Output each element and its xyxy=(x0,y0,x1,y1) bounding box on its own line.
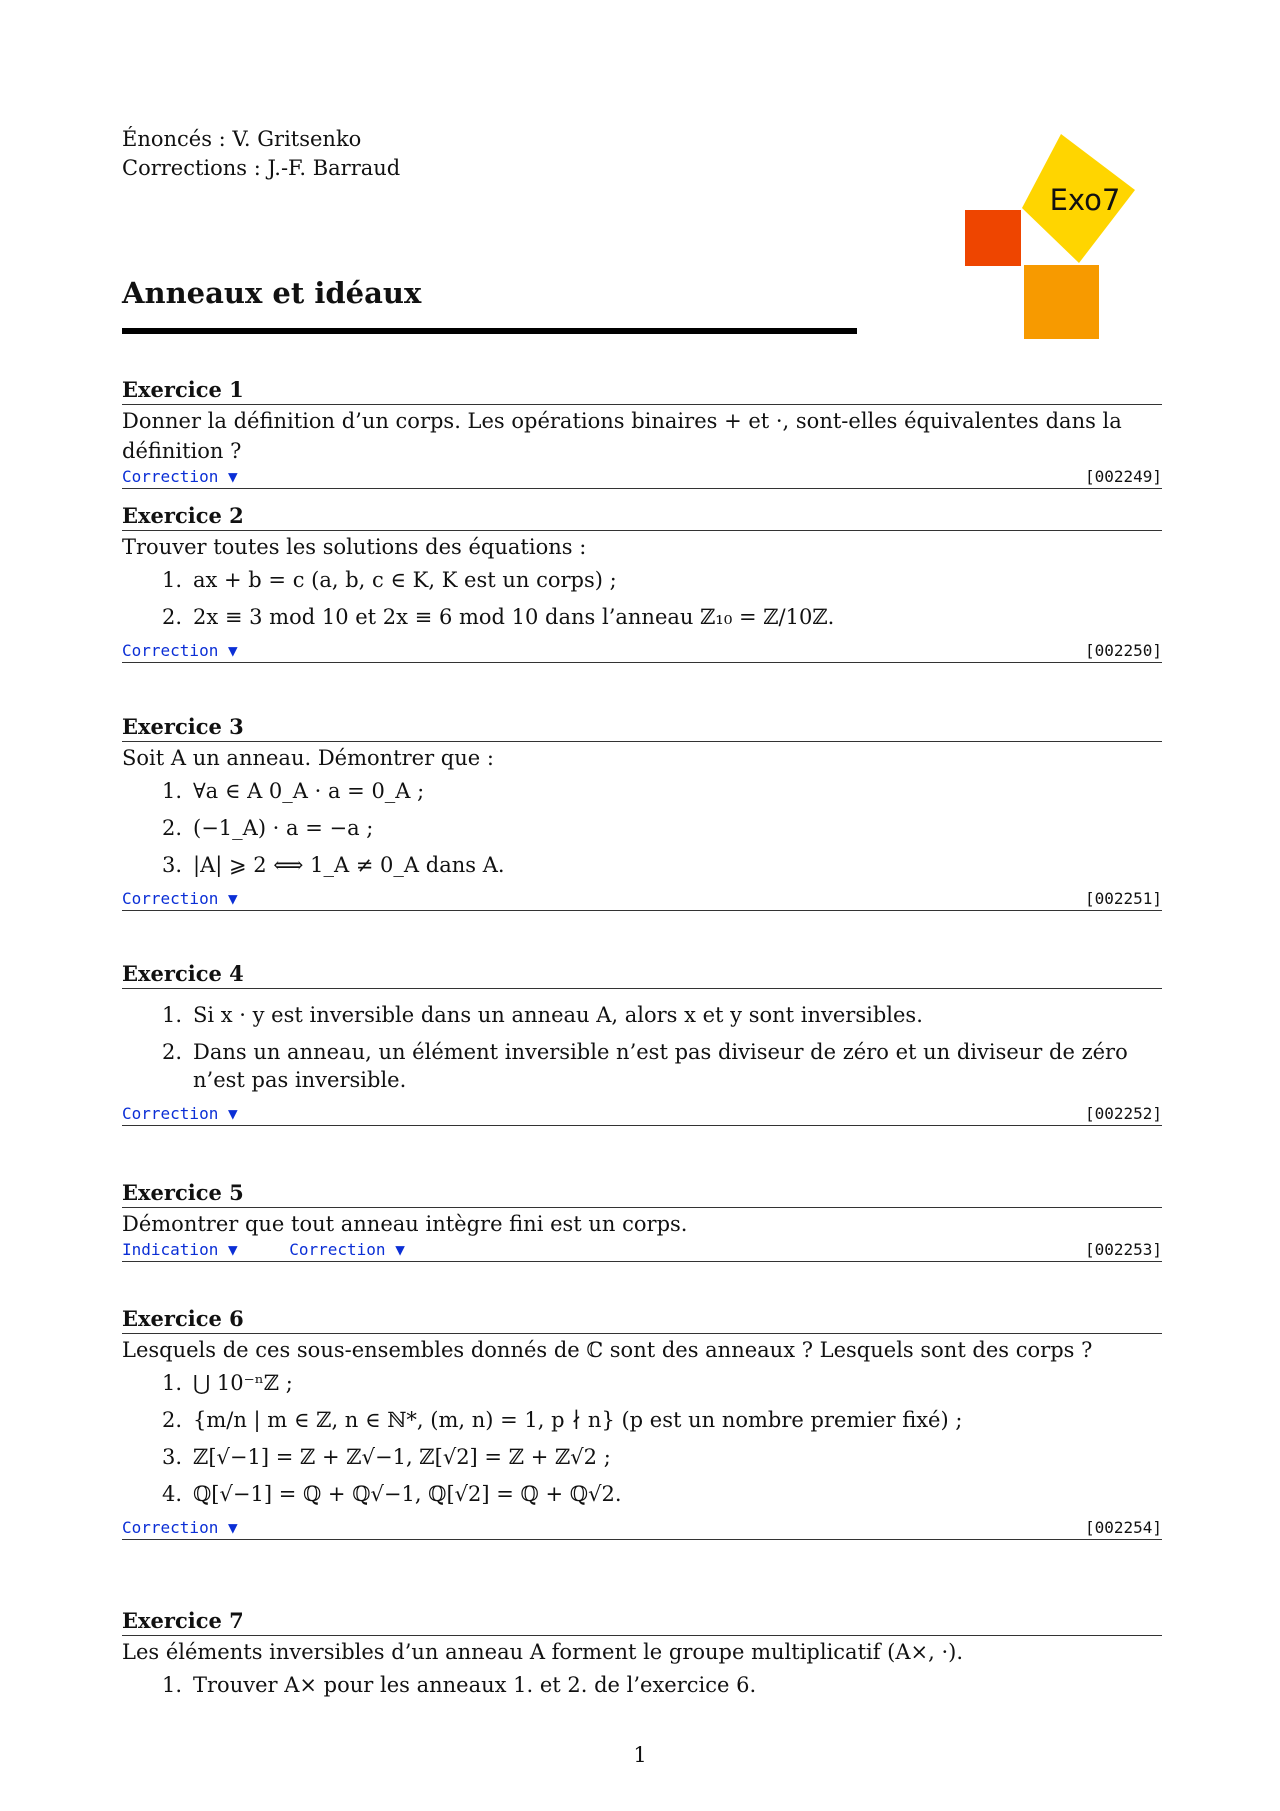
exercise-items xyxy=(122,566,1162,631)
correction-link[interactable]: Correction ▼ xyxy=(122,889,238,908)
exercise-statement: Donner la définition d’un corps. Les opérations binaires + et ·, sont-elles équivalentes dans la définition ? xyxy=(122,409,1122,463)
exercise-title: Exercice 7 xyxy=(122,1609,1162,1636)
item-text: ℤ[√−1] = ℤ + ℤ√−1, ℤ[√2] = ℤ + ℤ√2 ; xyxy=(193,1445,611,1469)
exercise-footer xyxy=(122,640,1162,663)
item-text: {m/n | m ∈ ℤ, n ∈ ℕ*, (m, n) = 1, p ∤ n} (p est un nombre premier fixé) ; xyxy=(193,1408,963,1432)
exercise-title: Exercice 2 xyxy=(122,504,1162,531)
list-item: 2. 2x ≡ 3 mod 10 et 2x ≡ 6 mod 10 dans l’anneau ℤ₁₀ = ℤ/10ℤ. xyxy=(162,605,835,629)
exercise-4 xyxy=(122,962,1162,1126)
exercise-ref: [002254] xyxy=(1084,1518,1162,1537)
exercise-1 xyxy=(122,378,1162,489)
item-text: ℚ[√−1] = ℚ + ℚ√−1, ℚ[√2] = ℚ + ℚ√2. xyxy=(193,1482,622,1506)
correction-link[interactable]: Correction ▼ xyxy=(122,1104,238,1123)
list-item: 2. (−1_A) · a = −a ; xyxy=(162,816,374,840)
correction-link[interactable]: Correction ▼ xyxy=(122,641,238,660)
exercise-footer xyxy=(122,1517,1162,1540)
list-item: 2. Dans un anneau, un élément inversible n’est pas diviseur de zéro et un diviseur de zéro n’est pas inversible. xyxy=(162,1040,1128,1092)
page-number: 1 xyxy=(633,1743,647,1767)
item-text: |A| ⩾ 2 ⟺ 1_A ≠ 0_A dans A. xyxy=(193,853,505,877)
correction-link[interactable]: Correction ▼ xyxy=(122,1518,238,1537)
title-rule xyxy=(122,328,857,334)
item-text: ax + b = c (a, b, c ∈ K, K est un corps) ; xyxy=(193,568,617,592)
author-statements: Énoncés : V. Gritsenko xyxy=(122,127,362,151)
exercise-footer xyxy=(122,1239,1162,1262)
exercise-statement: Démontrer que tout anneau intègre fini est un corps. xyxy=(122,1212,688,1236)
list-item: 1. Trouver A× pour les anneaux 1. et 2. de l’exercice 6. xyxy=(162,1673,757,1697)
exercise-ref: [002253] xyxy=(1084,1240,1162,1259)
item-text: (−1_A) · a = −a ; xyxy=(193,816,374,840)
exercise-statement: Soit A un anneau. Démontrer que : xyxy=(122,746,494,770)
exercise-items xyxy=(122,1671,1162,1699)
list-item: 1. ∀a ∈ A 0_A · a = 0_A ; xyxy=(162,779,425,803)
exercise-ref: [002251] xyxy=(1084,889,1162,908)
logo-red-square xyxy=(965,210,1021,266)
exercise-statement: Trouver toutes les solutions des équations : xyxy=(122,535,587,559)
author-corrections: Corrections : J.-F. Barraud xyxy=(122,156,401,180)
exercise-title: Exercice 4 xyxy=(122,962,1162,989)
exercise-items xyxy=(122,1369,1162,1508)
exercise-title: Exercice 3 xyxy=(122,715,1162,742)
item-text: ⋃ 10⁻ⁿℤ ; xyxy=(193,1371,293,1395)
item-text: ∀a ∈ A 0_A · a = 0_A ; xyxy=(193,779,425,803)
list-item: 3. ℤ[√−1] = ℤ + ℤ√−1, ℤ[√2] = ℤ + ℤ√2 ; xyxy=(162,1445,611,1469)
authors-block xyxy=(122,125,400,183)
exercise-6 xyxy=(122,1307,1162,1540)
item-text: 2x ≡ 3 mod 10 et 2x ≡ 6 mod 10 dans l’anneau ℤ₁₀ = ℤ/10ℤ. xyxy=(193,605,835,629)
exercise-items xyxy=(122,1001,1162,1094)
item-text: Si x · y est inversible dans un anneau A, alors x et y sont inversibles. xyxy=(193,1003,923,1027)
exercise-items xyxy=(122,777,1162,879)
item-text: Dans un anneau, un élément inversible n’est pas diviseur de zéro et un diviseur de zéro n’est pas inversible. xyxy=(193,1040,1128,1092)
correction-link[interactable]: Correction ▼ xyxy=(289,1240,405,1259)
list-item: 1. ax + b = c (a, b, c ∈ K, K est un corps) ; xyxy=(162,568,617,592)
logo-orange-square xyxy=(1024,265,1099,339)
document-title: Anneaux et idéaux xyxy=(122,276,422,310)
exercise-title: Exercice 1 xyxy=(122,378,1162,405)
logo-text: Exo7 xyxy=(1049,183,1121,217)
list-item: 3. |A| ⩾ 2 ⟺ 1_A ≠ 0_A dans A. xyxy=(162,853,505,877)
exercise-footer xyxy=(122,466,1162,489)
item-text: Trouver A× pour les anneaux 1. et 2. de l’exercice 6. xyxy=(193,1673,757,1697)
list-item: 1. ⋃ 10⁻ⁿℤ ; xyxy=(162,1371,293,1395)
exercise-title: Exercice 5 xyxy=(122,1181,1162,1208)
exercise-title: Exercice 6 xyxy=(122,1307,1162,1334)
indication-link[interactable]: Indication ▼ xyxy=(122,1240,238,1259)
exercise-ref: [002249] xyxy=(1084,467,1162,486)
exercise-2 xyxy=(122,504,1162,663)
list-item: 1. Si x · y est inversible dans un anneau A, alors x et y sont inversibles. xyxy=(162,1003,923,1027)
exercise-ref: [002252] xyxy=(1084,1104,1162,1123)
exercise-statement: Les éléments inversibles d’un anneau A forment le groupe multiplicatif (A×, ·). xyxy=(122,1640,964,1664)
exercise-ref: [002250] xyxy=(1084,641,1162,660)
exo7-logo xyxy=(965,134,1135,339)
list-item: 2. {m/n | m ∈ ℤ, n ∈ ℕ*, (m, n) = 1, p ∤ n} (p est un nombre premier fixé) ; xyxy=(162,1408,963,1432)
exercise-3 xyxy=(122,715,1162,911)
exercise-footer xyxy=(122,888,1162,911)
exercise-footer xyxy=(122,1103,1162,1126)
list-item: 4. ℚ[√−1] = ℚ + ℚ√−1, ℚ[√2] = ℚ + ℚ√2. xyxy=(162,1482,622,1506)
exercise-5 xyxy=(122,1181,1162,1262)
exercise-statement: Lesquels de ces sous-ensembles donnés de ℂ sont des anneaux ? Lesquels sont des corps ? xyxy=(122,1338,1093,1362)
exercise-7 xyxy=(122,1609,1162,1708)
correction-link[interactable]: Correction ▼ xyxy=(122,467,238,486)
